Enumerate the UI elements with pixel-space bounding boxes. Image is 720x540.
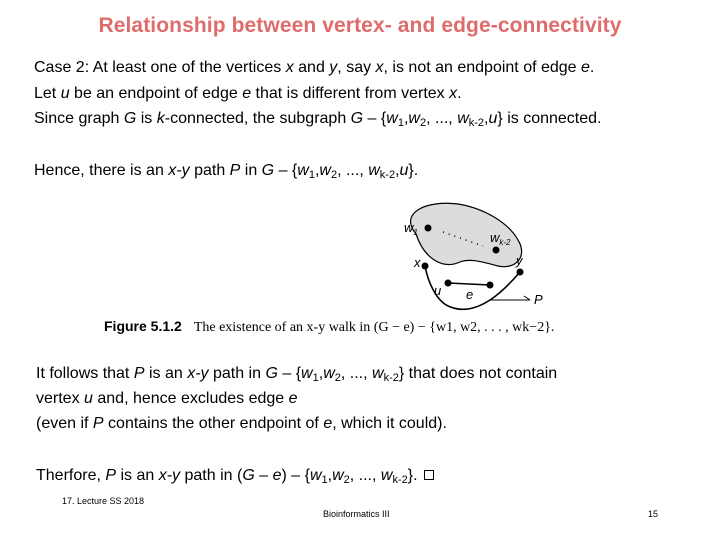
- follows-line-3: (even if P contains the other endpoint of e, which it could).: [36, 415, 447, 432]
- edge-e: [448, 283, 490, 285]
- figure-caption-label: Figure 5.1.2: [104, 318, 182, 334]
- label-e: e: [466, 287, 474, 302]
- case2-line-2: Let u be an endpoint of edge e that is different from vertex x.: [34, 85, 462, 102]
- label-x: x: [414, 255, 421, 270]
- removed-vertices-region: [411, 203, 522, 266]
- vertex-w1: [425, 225, 432, 232]
- vertex-y: [517, 269, 524, 276]
- slide-title: Relationship between vertex- and edge-connectivity: [98, 14, 622, 37]
- footer-lecture: 17. Lecture SS 2018: [62, 496, 145, 506]
- figure-caption: [104, 318, 554, 336]
- vertex-u: [445, 280, 452, 287]
- hence-line: Hence, there is an x-y path P in G – {$w_1,w_2$, ..., $w_{k-2},u$}.: [34, 162, 419, 181]
- follows-line-1: It follows that P is an x-y path in G – {$w_1,w_2$, ..., $w_{k-2}$} that does not contain: [36, 365, 558, 384]
- label-P: P: [534, 292, 543, 307]
- footer-page-number: 15: [648, 509, 659, 519]
- label-wk2: $w_{k-2}$: [490, 230, 511, 247]
- qed-box-icon: [424, 470, 434, 480]
- case2-line-1: Case 2: At least one of the vertices x and y, say x, is not an endpoint of edge e.: [34, 59, 595, 76]
- vertex-x: [422, 263, 429, 270]
- case2-line-3: Since graph G is k-connected, the subgraph G – {$w_1,w_2$, ..., $w_{k-2},u$} is connected.: [34, 110, 602, 129]
- label-y: y: [516, 253, 523, 268]
- figure-caption-text: The existence of an x-y walk in (G − e) − {w1, w2, . . . , wk−2}.: [193, 320, 555, 335]
- therefore-line: Therfore, P is an x-y path in $(G - e) - \{w_1,w_2$, ..., $w_{k-2}$}.: [36, 466, 434, 486]
- label-u: u: [434, 283, 442, 298]
- follows-line-2: vertex u and, hence excludes edge e: [36, 390, 298, 407]
- vertex-wk2: [493, 247, 500, 254]
- label-w1: $w_1$: [404, 220, 418, 237]
- vertex-other-end: [487, 282, 494, 289]
- footer-course: Bioinformatics III: [323, 509, 390, 519]
